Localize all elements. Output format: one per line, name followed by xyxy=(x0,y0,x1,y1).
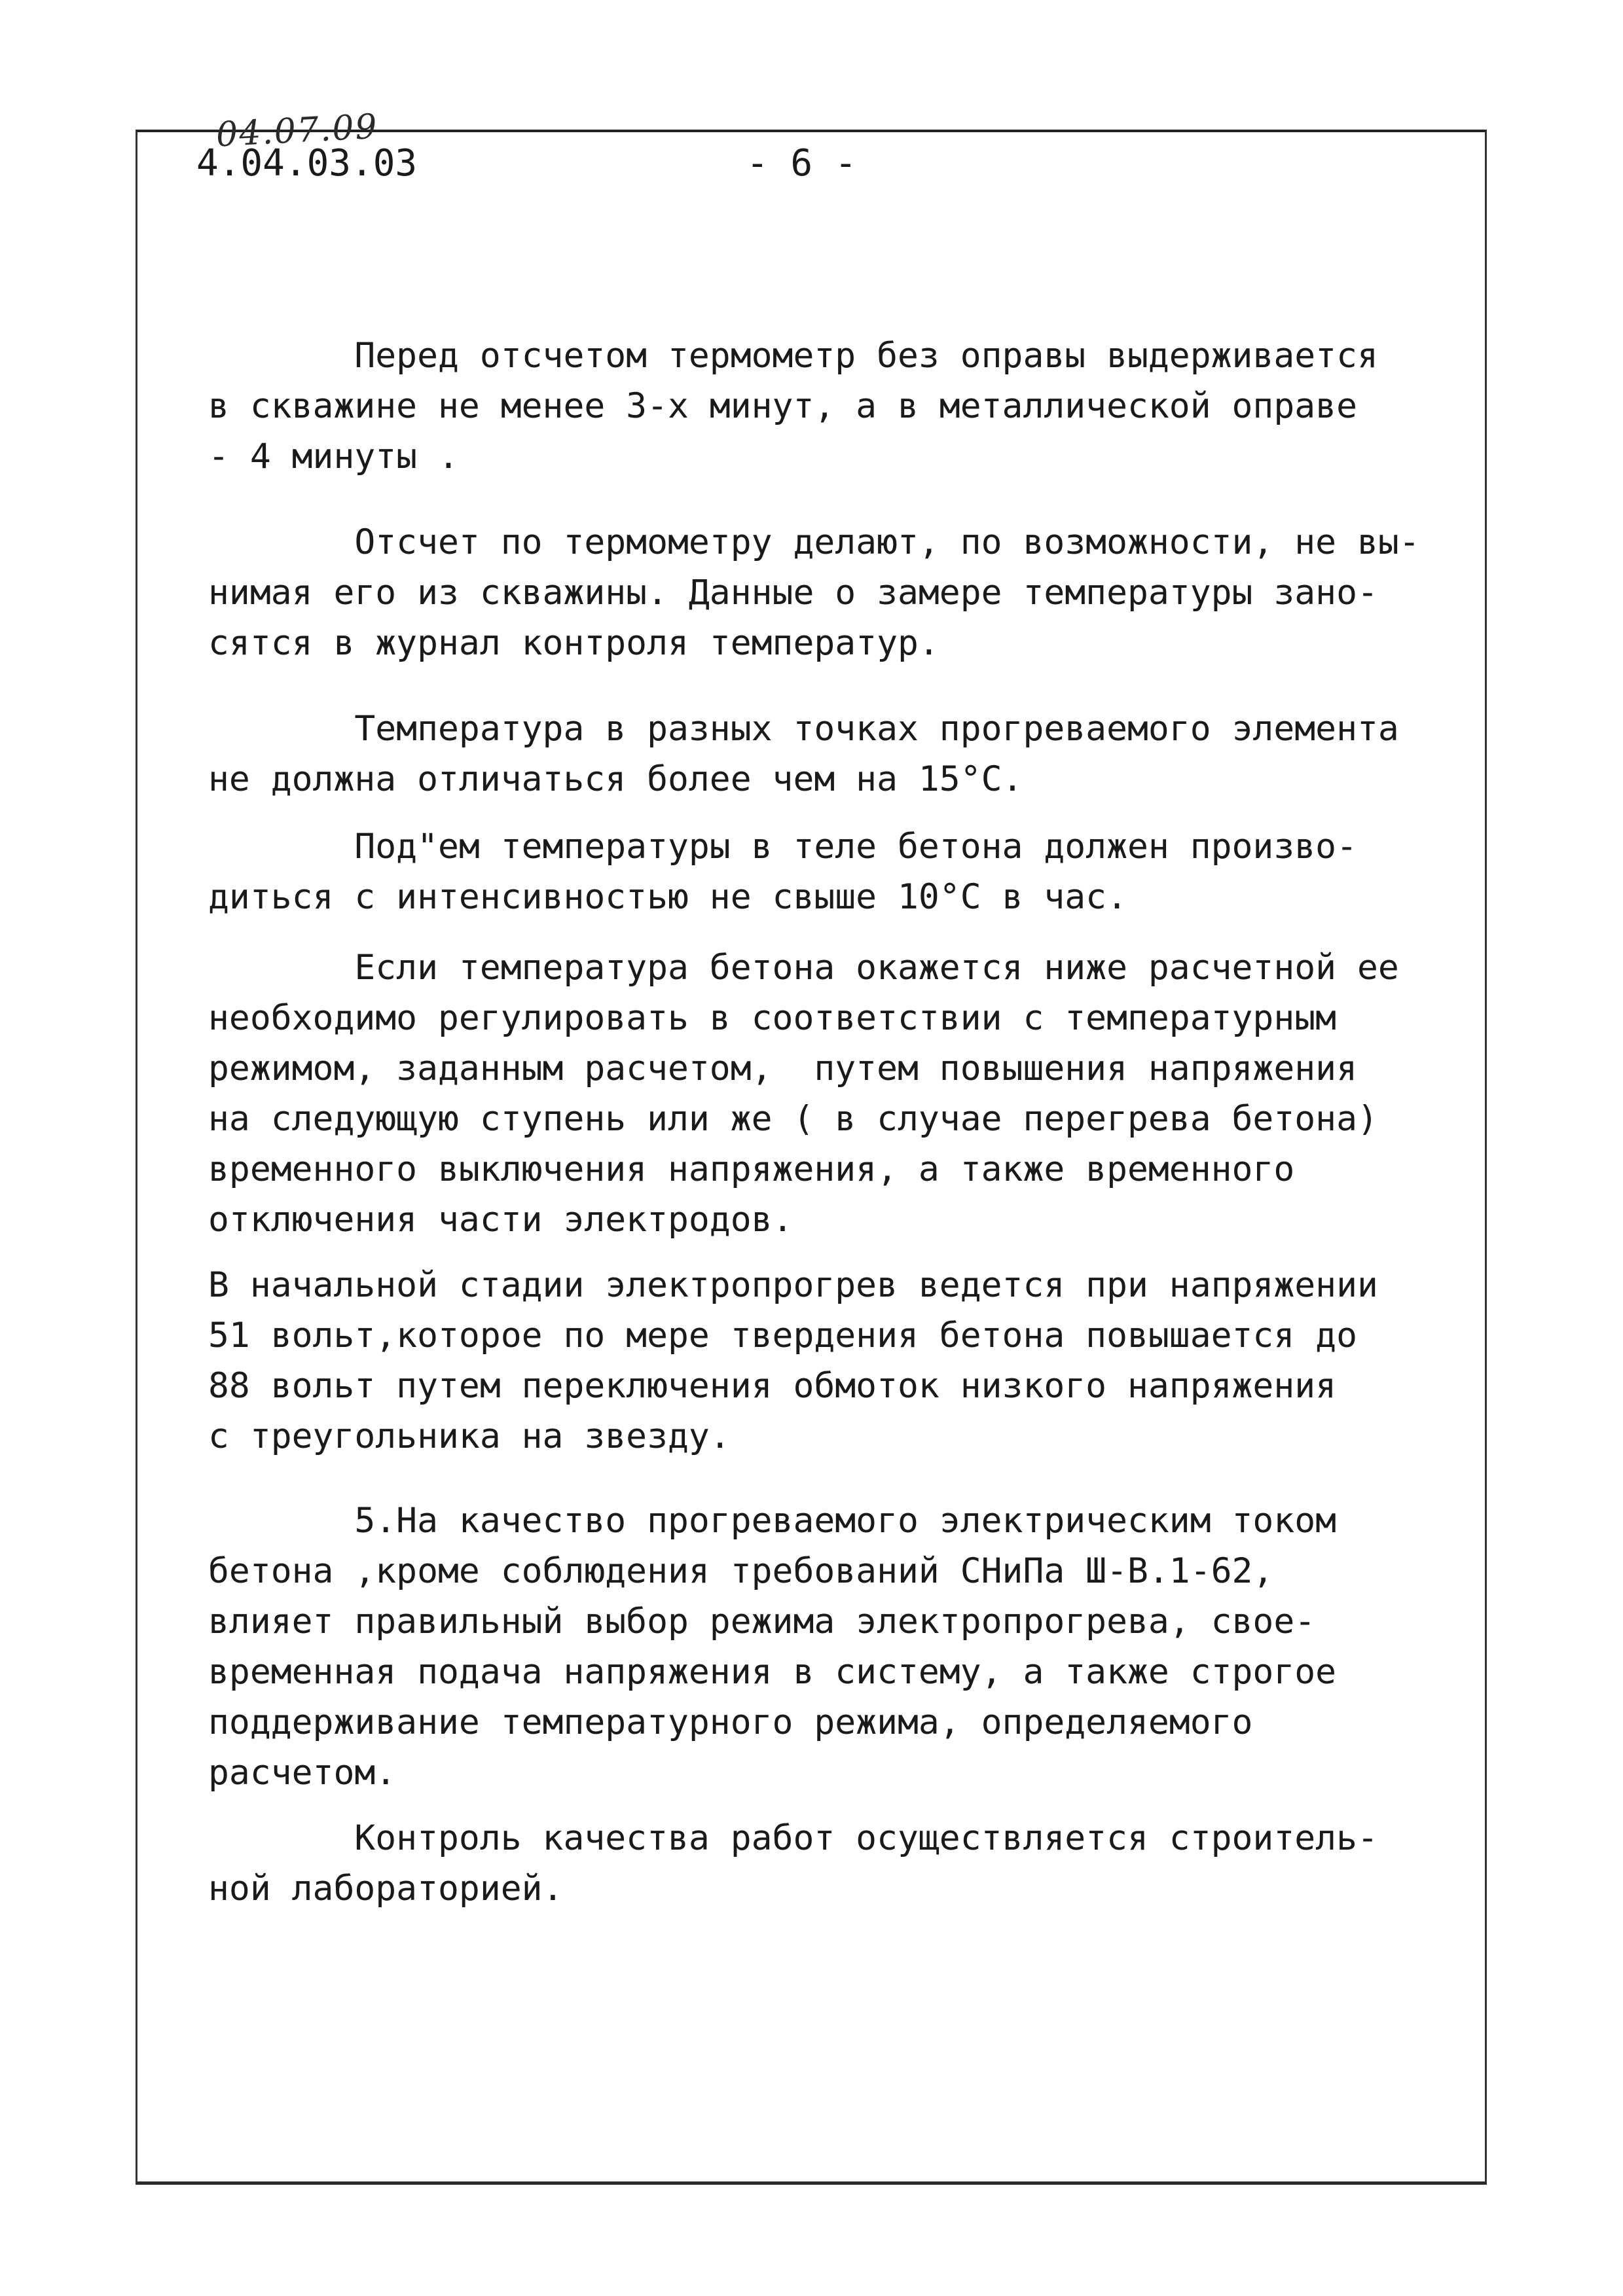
paragraph-thermometer-reading: Отсчет по термометру делают, по возможности, не вы- нимая его из скважины. Данные о замере температуры зано- сятся в журнал контроля температур. xyxy=(208,522,1420,663)
paragraph-initial-voltage: В начальной стадии электропрогрев ведется при напряжении 51 вольт,которое по мере твердения бетона повышается до 88 вольт путем переключения обмоток низкого напряжения с треугольника на звезду. xyxy=(208,1265,1378,1456)
paragraph-temperature-regulation: Если температура бетона окажется ниже расчетной ее необходимо регулировать в соответствии с температурным режимом, заданным расчетом, путем повышения напряжения на следующую ступень или же ( в случае перегрева бетона) временного выключения напряжения, а также временного отключения части электродов. xyxy=(208,948,1399,1240)
page-number: - 6 - xyxy=(746,142,857,185)
paragraph-quality-control: Контроль качества работ осуществляется строитель- ной лабораторией. xyxy=(208,1818,1378,1909)
paragraph-quality-factors: 5.На качество прогреваемого электрическим током бетона ,кроме соблюдения требований СНиПа Ш-В.1-62, влияет правильный выбор режима электропрогрева, свое- временная подача напряжения в систему, а также строгое поддерживание температурного режима, определяемого расчетом. xyxy=(208,1501,1337,1793)
paragraph-temperature-rise: Под"ем температуры в теле бетона должен произво- диться с интенсивностью не свыше 10°С в час. xyxy=(208,827,1357,917)
paragraph-thermometer-exposure: Перед отсчетом термометр без оправы выдерживается в скважине не менее 3-х минут, а в металлической оправе - 4 минуты . xyxy=(208,336,1378,476)
handwritten-doc-code: 04.07.09 xyxy=(215,107,379,155)
document-code: 4.04.03.03 xyxy=(196,142,418,185)
paragraph-temperature-difference: Температура в разных точках прогреваемого элемента не должна отличаться более чем на 15°С. xyxy=(208,709,1399,799)
